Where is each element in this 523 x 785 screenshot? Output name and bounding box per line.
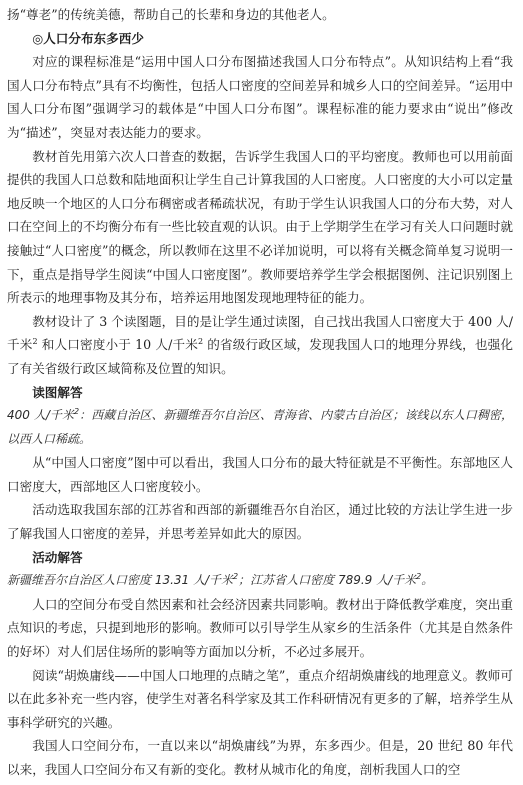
paragraph-curriculum-standard: 对应的课程标准是“运用中国人口分布图描述我国人口分布特点”。从知识结构上看“我国人口分布特点”具有不均衡性，包括人口密度的空间差异和城乡人口的空间差异。“运用中国人口分布图”强调学习的载体是“中国人口分布图”。课程标准的能力要求由“说出”修改为“描述”，突显对表达能力的要求。 (7, 54, 513, 140)
paragraph-spatial-change: 我国人口空间分布，一直以来以“胡焕庸线”为界，东多西少。但是，20 世纪 80 年代以来，我国人口空间分布又有新的变化。教材从城市化的角度，剖析我国人口的空 (7, 738, 513, 777)
paragraph-map-reading-tasks (7, 310, 513, 381)
superscript: 2 (416, 572, 422, 582)
superscript: 2 (197, 337, 204, 347)
text-span: 教材设计了 3 个读图题，目的是让学生通过读图，自己找出我国人口密度大于 400 人/千米 (7, 313, 513, 353)
text-span: 的省级行政区域，发现我国人口的地理分界线，也强化了有关省级行政区域简称及位置的知识。 (7, 337, 514, 376)
text-span: 400 人/千米 (7, 408, 75, 423)
answer-activity (7, 569, 513, 593)
superscript: 2 (74, 407, 80, 417)
paragraph-population-density: 教材首先用第六次人口普查的数据，告诉学生我国人口的平均密度。教师也可以用前面提供的我国人口总数和陆地面积让学生自己计算我国的人口密度。人口密度的大小可以定量地反映一个地区的人口分布稠密或者稀疏状况，有助于学生认识我国人口的分布大势，对人口在空间上的不均衡分布有一些比较直观的认识。由于上学期学生在学习有关人口问题时就接触过“人口密度”的概念，所以教师在这里不必详加说明，可以将有关概念简单复习说明一下，重点是指导学生阅读“中国人口密度图”。教师要培养学生学会根据图例、注记识别图上所表示的地理事物及其分布，培养运用地图发现地理特征的能力。 (7, 148, 513, 306)
text-span: 。 (421, 573, 434, 588)
section-heading-population-distribution: ◎人口分布东多西少 (32, 30, 144, 46)
superscript: 2 (233, 572, 239, 582)
subheading-activity-answers: 活动解答 (32, 549, 83, 565)
text-span: ；江苏省人口密度 789.9 人/千米 (238, 573, 417, 588)
paragraph-density-feature: 从“中国人口密度”图中可以看出，我国人口分布的最大特征就是不平衡性。东部地区人口密度大，西部地区人口密度较小。 (7, 455, 513, 494)
paragraph-activity-description: 活动选取我国东部的江苏省和西部的新疆维吾尔自治区，通过比较的方法让学生进一步了解我国人口密度的差异，并思考差异如此大的原因。 (7, 502, 513, 542)
text-span: ：西藏自治区、新疆维吾尔自治区、青海省、内蒙古自治区；该线以东人口稠密，以西人口稀疏。 (7, 408, 513, 446)
answer-map-reading (7, 404, 513, 451)
subheading-map-answers: 读图解答 (32, 384, 83, 400)
paragraph-hu-line-reading: 阅读“胡焕庸线——中国人口地理的点睛之笔”，重点介绍胡焕庸线的地理意义。教师可以在此多补充一些内容，使学生对著名科学家及其工作科研情况有更多的了解，培养学生从事科学研究的兴趣。 (7, 667, 513, 730)
superscript: 2 (32, 337, 38, 347)
paragraph-continued: 扬“尊老”的传统美德，帮助自己的长辈和身边的其他老人。 (7, 7, 335, 22)
text-span: 和人口密度小于 10 人/千米 (37, 337, 198, 353)
text-span: 新疆维吾尔自治区人口密度 13.31 人/千米 (7, 573, 234, 588)
paragraph-influencing-factors: 人口的空间分布受自然因素和社会经济因素共同影响。教材出于降低教学难度，突出重点知识的考虑，只提到地形的影响。教师可以引导学生从家乡的生活条件（尤其是自然条件的好坏）对人们居住场所的影响等方面加以分析，不必过多展开。 (7, 596, 513, 660)
